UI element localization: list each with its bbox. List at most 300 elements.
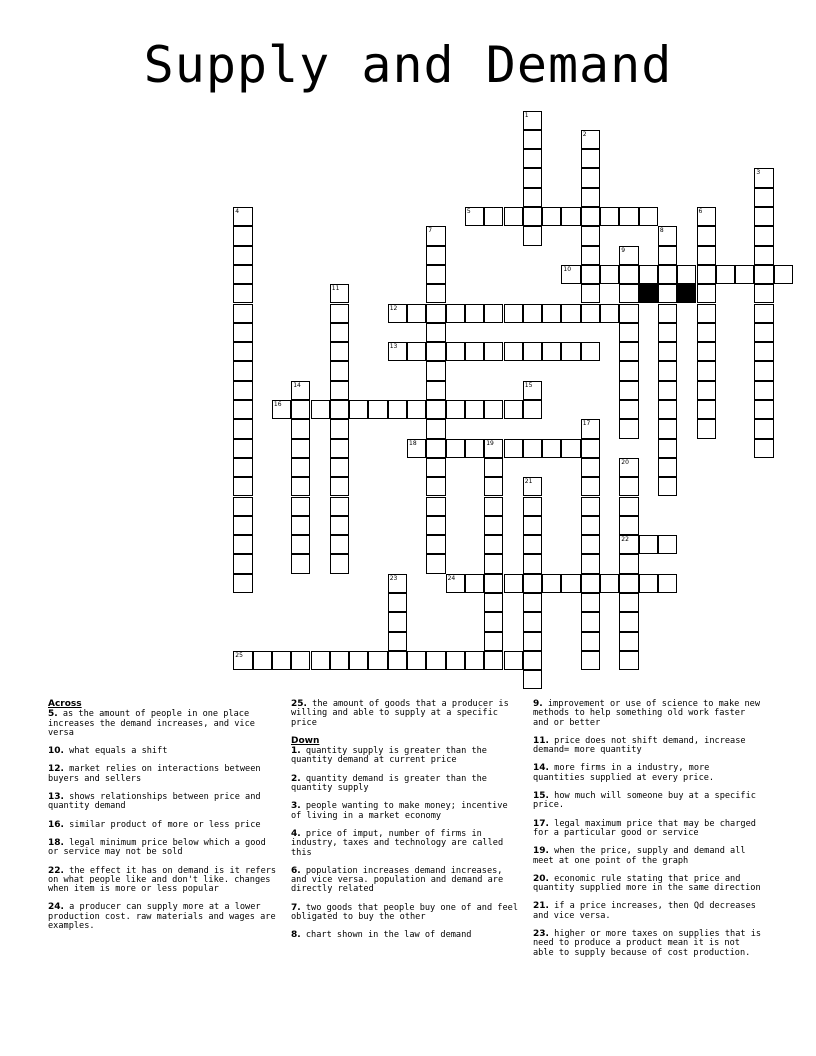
grid-cell[interactable]: [426, 304, 445, 323]
grid-cell[interactable]: [233, 497, 252, 516]
grid-cell[interactable]: [484, 612, 503, 631]
grid-cell[interactable]: [542, 439, 561, 458]
grid-cell[interactable]: [388, 632, 407, 651]
grid-cell[interactable]: [561, 574, 580, 593]
grid-cell[interactable]: [523, 632, 542, 651]
cell-number: 25: [235, 651, 243, 659]
grid-cell[interactable]: [388, 400, 407, 419]
grid-cell[interactable]: [581, 593, 600, 612]
grid-cell[interactable]: [523, 554, 542, 573]
grid-cell[interactable]: [581, 535, 600, 554]
clue-number: 23.: [533, 929, 549, 940]
grid-cell[interactable]: [272, 651, 291, 670]
grid-cell[interactable]: [523, 149, 542, 168]
grid-cell[interactable]: [774, 265, 793, 284]
grid-cell[interactable]: [330, 477, 349, 496]
grid-cell[interactable]: [330, 323, 349, 342]
grid-cell[interactable]: [349, 651, 368, 670]
grid-cell[interactable]: [523, 381, 542, 400]
grid-cell[interactable]: [446, 651, 465, 670]
grid-cell[interactable]: [484, 458, 503, 477]
grid-cell[interactable]: [426, 381, 445, 400]
grid-cell[interactable]: [600, 265, 619, 284]
grid-cell[interactable]: [407, 342, 426, 361]
cell-number: 11: [331, 285, 340, 293]
grid-cell[interactable]: [754, 342, 773, 361]
grid-cell[interactable]: [426, 651, 445, 670]
grid-cell[interactable]: [619, 477, 638, 496]
grid-cell[interactable]: [639, 574, 658, 593]
grid-cell[interactable]: [581, 149, 600, 168]
clue-number: 4.: [291, 828, 301, 839]
clue-text: economic rule stating that price and quantity supplied more in the same direction: [533, 873, 761, 894]
grid-cell[interactable]: [330, 304, 349, 323]
clue-number: 16.: [48, 819, 64, 830]
grid-cell[interactable]: [426, 400, 445, 419]
grid-cell[interactable]: [697, 400, 716, 419]
grid-cell[interactable]: [581, 632, 600, 651]
grid-cell[interactable]: [426, 497, 445, 516]
grid-cell[interactable]: [465, 342, 484, 361]
grid-cell[interactable]: [426, 246, 445, 265]
grid-cell[interactable]: [484, 516, 503, 535]
grid-cell[interactable]: [484, 207, 503, 226]
grid-cell[interactable]: [388, 612, 407, 631]
grid-cell[interactable]: [504, 651, 523, 670]
grid-cell[interactable]: [523, 535, 542, 554]
grid-cell[interactable]: [523, 400, 542, 419]
grid-cell[interactable]: [368, 651, 387, 670]
grid-cell[interactable]: [619, 458, 638, 477]
grid-cell[interactable]: [697, 284, 716, 303]
grid-cell[interactable]: [504, 207, 523, 226]
grid-cell[interactable]: [697, 342, 716, 361]
across-heading: Across: [48, 699, 82, 709]
grid-cell[interactable]: [446, 304, 465, 323]
grid-cell[interactable]: [233, 342, 252, 361]
clue-item: [291, 802, 521, 821]
grid-cell[interactable]: [330, 651, 349, 670]
clue-item: [48, 710, 278, 738]
grid-cell[interactable]: [291, 419, 310, 438]
grid-cell[interactable]: [233, 381, 252, 400]
grid-cell[interactable]: [658, 323, 677, 342]
grid-cell[interactable]: [697, 265, 716, 284]
grid-cell[interactable]: [658, 284, 677, 303]
grid-cell[interactable]: [754, 188, 773, 207]
grid-cell[interactable]: [426, 361, 445, 380]
grid-cell[interactable]: [446, 439, 465, 458]
grid-cell[interactable]: [233, 304, 252, 323]
grid-cell[interactable]: [484, 574, 503, 593]
grid-cell[interactable]: [330, 439, 349, 458]
grid-cell[interactable]: [311, 651, 330, 670]
grid-cell[interactable]: [291, 516, 310, 535]
grid-cell[interactable]: [388, 574, 407, 593]
grid-cell[interactable]: [426, 535, 445, 554]
grid-cell[interactable]: [523, 593, 542, 612]
grid-cell[interactable]: [658, 439, 677, 458]
grid-cell[interactable]: [233, 226, 252, 245]
grid-cell[interactable]: [233, 516, 252, 535]
grid-cell[interactable]: [330, 458, 349, 477]
grid-cell[interactable]: [330, 342, 349, 361]
grid-cell[interactable]: [523, 612, 542, 631]
grid-cell[interactable]: [446, 342, 465, 361]
grid-cell[interactable]: [619, 419, 638, 438]
grid-cell[interactable]: [697, 323, 716, 342]
black-square: [677, 284, 696, 303]
grid-cell[interactable]: [330, 381, 349, 400]
grid-cell[interactable]: [523, 188, 542, 207]
grid-cell[interactable]: [523, 477, 542, 496]
grid-cell[interactable]: [523, 497, 542, 516]
grid-cell[interactable]: [446, 400, 465, 419]
grid-cell[interactable]: [291, 439, 310, 458]
grid-cell[interactable]: [523, 304, 542, 323]
grid-cell[interactable]: [619, 323, 638, 342]
grid-cell[interactable]: [581, 226, 600, 245]
grid-cell[interactable]: [504, 574, 523, 593]
clue-number: 10.: [48, 746, 64, 757]
grid-cell[interactable]: [504, 342, 523, 361]
grid-cell[interactable]: [523, 111, 542, 130]
grid-cell[interactable]: [697, 361, 716, 380]
cell-number: 17: [582, 420, 591, 428]
grid-cell[interactable]: [619, 246, 638, 265]
grid-cell[interactable]: [426, 342, 445, 361]
grid-cell[interactable]: [330, 400, 349, 419]
grid-cell[interactable]: [561, 439, 580, 458]
grid-cell[interactable]: [523, 439, 542, 458]
grid-cell[interactable]: [504, 400, 523, 419]
clue-item: [291, 867, 521, 895]
grid-cell[interactable]: [426, 516, 445, 535]
grid-cell[interactable]: [619, 304, 638, 323]
grid-cell[interactable]: [484, 554, 503, 573]
grid-cell[interactable]: [581, 651, 600, 670]
grid-cell[interactable]: [233, 246, 252, 265]
grid-cell[interactable]: [658, 342, 677, 361]
grid-cell[interactable]: [523, 651, 542, 670]
clue-number: 19.: [533, 846, 549, 857]
grid-cell[interactable]: [697, 246, 716, 265]
grid-cell[interactable]: [233, 400, 252, 419]
cell-number: 22: [621, 536, 629, 544]
grid-cell[interactable]: [581, 207, 600, 226]
grid-cell[interactable]: [735, 265, 754, 284]
grid-cell[interactable]: [754, 168, 773, 187]
grid-cell[interactable]: [581, 439, 600, 458]
grid-cell[interactable]: [291, 535, 310, 554]
grid-cell[interactable]: [754, 381, 773, 400]
grid-cell[interactable]: [407, 439, 426, 458]
grid-cell[interactable]: [581, 130, 600, 149]
grid-cell[interactable]: [523, 130, 542, 149]
grid-cell[interactable]: [754, 207, 773, 226]
grid-cell[interactable]: [291, 400, 310, 419]
grid-cell[interactable]: [291, 651, 310, 670]
cell-number: 20: [621, 458, 629, 466]
grid-cell[interactable]: [619, 651, 638, 670]
grid-cell[interactable]: [253, 651, 272, 670]
grid-cell[interactable]: [291, 458, 310, 477]
grid-cell[interactable]: [581, 304, 600, 323]
grid-cell[interactable]: [523, 574, 542, 593]
cell-number: 15: [524, 381, 533, 389]
grid-cell[interactable]: [619, 497, 638, 516]
grid-cell[interactable]: [523, 168, 542, 187]
grid-cell[interactable]: [581, 574, 600, 593]
grid-cell[interactable]: [388, 651, 407, 670]
clue-column-2: [291, 700, 521, 950]
grid-cell[interactable]: [561, 342, 580, 361]
grid-cell[interactable]: [504, 439, 523, 458]
grid-cell[interactable]: [600, 574, 619, 593]
grid-cell[interactable]: [330, 361, 349, 380]
grid-cell[interactable]: [233, 361, 252, 380]
cell-number: 7: [428, 227, 433, 235]
grid-cell[interactable]: [581, 419, 600, 438]
grid-cell[interactable]: [581, 554, 600, 573]
grid-cell[interactable]: [523, 342, 542, 361]
grid-cell[interactable]: [523, 207, 542, 226]
grid-cell[interactable]: [600, 207, 619, 226]
grid-cell[interactable]: [561, 265, 580, 284]
grid-cell[interactable]: [697, 381, 716, 400]
grid-cell[interactable]: [426, 265, 445, 284]
grid-cell[interactable]: [639, 265, 658, 284]
grid-cell[interactable]: [233, 284, 252, 303]
grid-cell[interactable]: [388, 304, 407, 323]
clue-text: a producer can supply more at a lower production cost. raw materials and wages are examples.: [48, 902, 276, 932]
clue-column-1: [48, 700, 278, 940]
grid-cell[interactable]: [233, 651, 252, 670]
cell-number: 12: [389, 304, 398, 312]
grid-cell[interactable]: [233, 439, 252, 458]
grid-cell[interactable]: [619, 284, 638, 303]
grid-cell[interactable]: [754, 361, 773, 380]
grid-cell[interactable]: [523, 670, 542, 689]
clue-item: [291, 775, 521, 794]
grid-cell[interactable]: [291, 381, 310, 400]
grid-cell[interactable]: [581, 342, 600, 361]
grid-cell[interactable]: [426, 439, 445, 458]
grid-cell[interactable]: [465, 304, 484, 323]
grid-cell[interactable]: [542, 304, 561, 323]
grid-cell[interactable]: [658, 361, 677, 380]
grid-cell[interactable]: [465, 400, 484, 419]
grid-cell[interactable]: [484, 535, 503, 554]
grid-cell[interactable]: [233, 554, 252, 573]
grid-cell[interactable]: [697, 304, 716, 323]
grid-cell[interactable]: [233, 207, 252, 226]
grid-cell[interactable]: [484, 342, 503, 361]
grid-cell[interactable]: [619, 381, 638, 400]
grid-cell[interactable]: [600, 304, 619, 323]
grid-cell[interactable]: [658, 226, 677, 245]
grid-cell[interactable]: [407, 304, 426, 323]
clue-item: [533, 902, 763, 921]
grid-cell[interactable]: [484, 593, 503, 612]
grid-cell[interactable]: [677, 265, 696, 284]
grid-cell[interactable]: [484, 497, 503, 516]
grid-cell[interactable]: [330, 554, 349, 573]
grid-cell[interactable]: [233, 574, 252, 593]
grid-cell[interactable]: [619, 593, 638, 612]
clue-text: what equals a shift: [69, 746, 168, 757]
grid-cell[interactable]: [754, 304, 773, 323]
grid-cell[interactable]: [619, 535, 638, 554]
grid-cell[interactable]: [426, 458, 445, 477]
grid-cell[interactable]: [581, 246, 600, 265]
cell-number: 2: [582, 130, 587, 138]
grid-cell[interactable]: [619, 342, 638, 361]
grid-cell[interactable]: [542, 574, 561, 593]
grid-cell[interactable]: [465, 439, 484, 458]
grid-cell[interactable]: [754, 400, 773, 419]
grid-cell[interactable]: [754, 323, 773, 342]
grid-cell[interactable]: [581, 284, 600, 303]
grid-cell[interactable]: [581, 497, 600, 516]
grid-cell[interactable]: [754, 439, 773, 458]
grid-cell[interactable]: [581, 612, 600, 631]
grid-cell[interactable]: [581, 516, 600, 535]
cell-number: 24: [447, 574, 456, 582]
clue-text: if a price increases, then Qd decreases and vice versa.: [533, 901, 756, 921]
grid-cell[interactable]: [639, 207, 658, 226]
grid-cell[interactable]: [542, 207, 561, 226]
grid-cell[interactable]: [639, 535, 658, 554]
grid-cell[interactable]: [426, 284, 445, 303]
grid-cell[interactable]: [754, 419, 773, 438]
grid-cell[interactable]: [330, 419, 349, 438]
grid-cell[interactable]: [619, 265, 638, 284]
grid-cell[interactable]: [291, 497, 310, 516]
grid-cell[interactable]: [619, 400, 638, 419]
clue-item: [291, 700, 521, 728]
grid-cell[interactable]: [658, 246, 677, 265]
grid-cell[interactable]: [619, 207, 638, 226]
grid-cell[interactable]: [523, 516, 542, 535]
grid-cell[interactable]: [407, 400, 426, 419]
grid-cell[interactable]: [619, 554, 638, 573]
grid-cell[interactable]: [697, 207, 716, 226]
grid-cell[interactable]: [658, 381, 677, 400]
grid-cell[interactable]: [658, 574, 677, 593]
clue-number: 14.: [533, 763, 549, 774]
grid-cell[interactable]: [233, 265, 252, 284]
grid-cell[interactable]: [388, 593, 407, 612]
grid-cell[interactable]: [330, 535, 349, 554]
grid-cell[interactable]: [619, 516, 638, 535]
grid-cell[interactable]: [523, 226, 542, 245]
grid-cell[interactable]: [658, 304, 677, 323]
grid-cell[interactable]: [581, 265, 600, 284]
grid-cell[interactable]: [291, 477, 310, 496]
grid-cell[interactable]: [561, 207, 580, 226]
grid-cell[interactable]: [368, 400, 387, 419]
grid-cell[interactable]: [484, 477, 503, 496]
grid-cell[interactable]: [233, 477, 252, 496]
clue-text: legal minimum price below which a good or service may not be sold: [48, 837, 266, 858]
grid-cell[interactable]: [658, 458, 677, 477]
grid-cell[interactable]: [330, 284, 349, 303]
grid-cell[interactable]: [619, 574, 638, 593]
grid-cell[interactable]: [581, 458, 600, 477]
clue-number: 11.: [533, 735, 549, 746]
grid-cell[interactable]: [581, 188, 600, 207]
grid-cell[interactable]: [504, 304, 523, 323]
grid-cell[interactable]: [484, 632, 503, 651]
grid-cell[interactable]: [465, 207, 484, 226]
grid-cell[interactable]: [619, 632, 638, 651]
grid-cell[interactable]: [619, 361, 638, 380]
grid-cell[interactable]: [754, 284, 773, 303]
grid-cell[interactable]: [349, 400, 368, 419]
grid-cell[interactable]: [484, 651, 503, 670]
down-heading: Down: [291, 735, 320, 746]
clue-number: 13.: [48, 792, 64, 803]
grid-cell[interactable]: [484, 304, 503, 323]
grid-cell[interactable]: [272, 400, 291, 419]
grid-cell[interactable]: [426, 323, 445, 342]
clue-text: how much will someone buy at a specific price.: [533, 791, 756, 811]
grid-cell[interactable]: [754, 246, 773, 265]
clue-item: [533, 847, 763, 866]
grid-cell[interactable]: [446, 574, 465, 593]
grid-cell[interactable]: [658, 400, 677, 419]
grid-cell[interactable]: [484, 400, 503, 419]
grid-cell[interactable]: [426, 419, 445, 438]
grid-cell[interactable]: [233, 419, 252, 438]
grid-cell[interactable]: [465, 574, 484, 593]
grid-cell[interactable]: [581, 477, 600, 496]
grid-cell[interactable]: [658, 265, 677, 284]
grid-cell[interactable]: [291, 554, 310, 573]
grid-cell[interactable]: [754, 226, 773, 245]
grid-cell[interactable]: [388, 342, 407, 361]
grid-cell[interactable]: [658, 535, 677, 554]
grid-cell[interactable]: [658, 419, 677, 438]
grid-cell[interactable]: [561, 304, 580, 323]
grid-cell[interactable]: [619, 612, 638, 631]
grid-cell[interactable]: [658, 477, 677, 496]
grid-cell[interactable]: [542, 342, 561, 361]
clue-number: 6.: [291, 865, 301, 876]
grid-cell[interactable]: [484, 439, 503, 458]
clue-number: 15.: [533, 791, 549, 802]
clue-number: 2.: [291, 773, 301, 784]
clue-number: 24.: [48, 902, 64, 913]
grid-cell[interactable]: [697, 226, 716, 245]
grid-cell[interactable]: [754, 265, 773, 284]
grid-cell[interactable]: [426, 477, 445, 496]
grid-cell[interactable]: [716, 265, 735, 284]
grid-cell[interactable]: [426, 226, 445, 245]
grid-cell[interactable]: [581, 168, 600, 187]
grid-cell[interactable]: [311, 400, 330, 419]
grid-cell[interactable]: [407, 651, 426, 670]
grid-cell[interactable]: [330, 516, 349, 535]
grid-cell[interactable]: [697, 419, 716, 438]
grid-cell[interactable]: [426, 554, 445, 573]
grid-cell[interactable]: [330, 497, 349, 516]
grid-cell[interactable]: [233, 535, 252, 554]
grid-cell[interactable]: [233, 458, 252, 477]
grid-cell[interactable]: [465, 651, 484, 670]
grid-cell[interactable]: [233, 323, 252, 342]
